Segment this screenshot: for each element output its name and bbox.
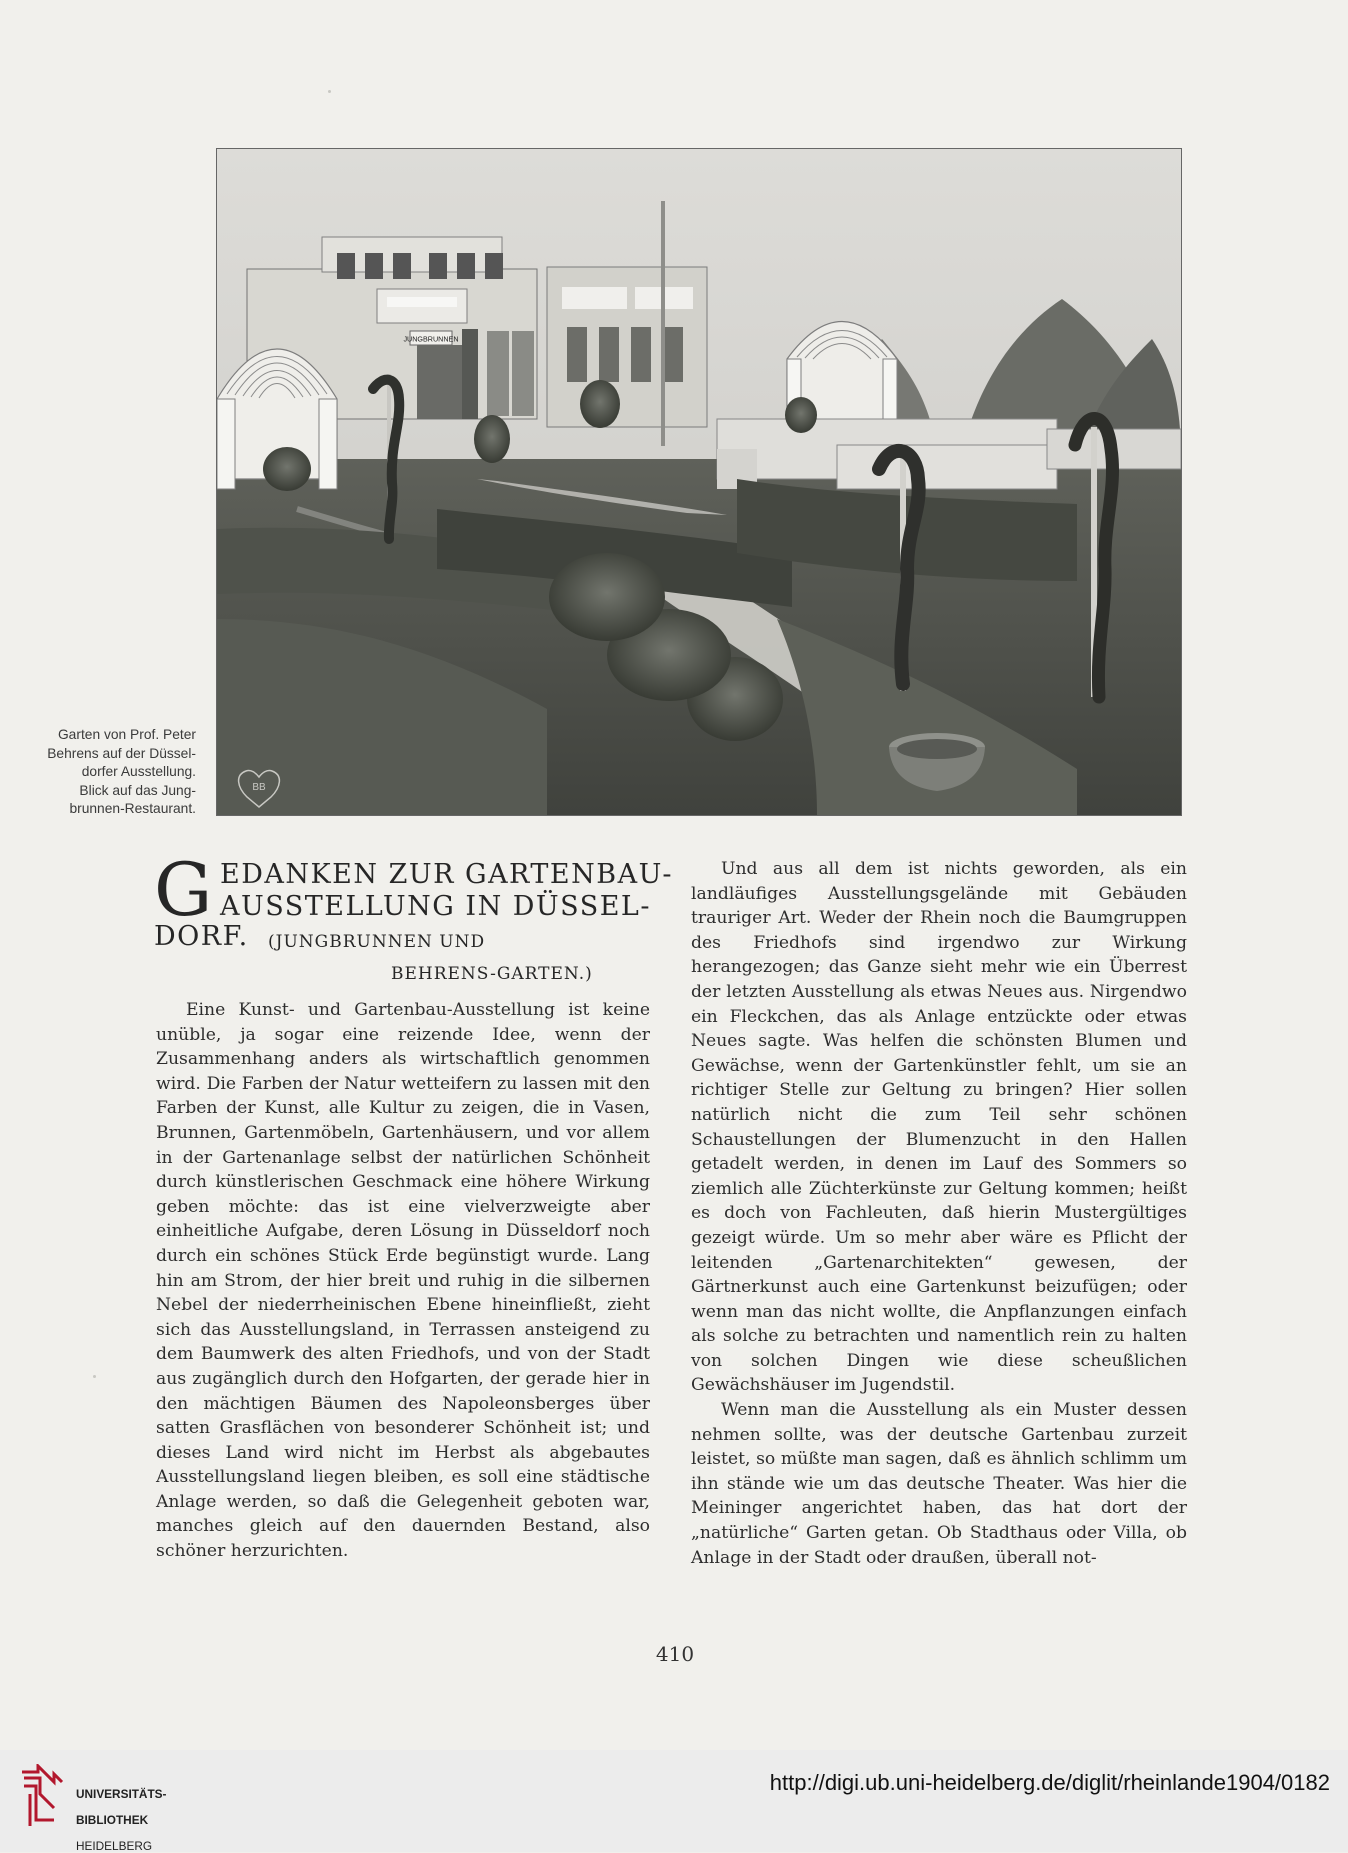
heading-line-1: EDANKEN ZUR GARTENBAU- — [220, 859, 674, 890]
source-link[interactable]: http://digi.ub.uni-heidelberg.de/diglit/rheinlande1904/0182 — [769, 1770, 1330, 1795]
garden-photo — [216, 148, 1182, 816]
footer-bar — [0, 1750, 1348, 1852]
page-number: 410 — [655, 1642, 695, 1666]
photo-caption: Garten von Prof. Peter Behrens auf der Düssel- dorfer Ausstellung. Blick auf das Jung- brunnen-Restaurant. — [47, 727, 196, 817]
heading-subtitle-2: BEHRENS-GARTEN.) — [391, 964, 593, 984]
dropcap-letter: G — [154, 848, 213, 933]
library-line-1: UNIVERSITÄTS- — [76, 1787, 167, 1801]
article-paragraph-right-2: Wenn man die Ausstellung als ein Muster dessen nehmen sollte, was der deutsche Gartenbau zurzeit leistet, so müßte man sagen, daß es ähnlich schlimm um ihn stände wie um das deutsche Theater. Was hier die Meininger angerichtet haben, das hat dort der „natürliche“ Garten getan. Ob Stadthaus oder Villa, ob Anlage in der Stadt oder draußen, überall not- — [691, 1400, 1187, 1568]
article-right-column — [691, 857, 1187, 1570]
library-name — [76, 1775, 166, 1853]
garden-photo-illustration — [217, 149, 1181, 815]
article-paragraph-right-1: Und aus all dem ist nichts geworden, als ein landläufiges Ausstellungsgelände mit Gebäuden trauriger Art. Weder der Rhein noch die Baumgruppen des Friedhofs sind irgendwo zur Wirkung herangezogen; das Ganze sieht mehr wie ein Überrest der letzten Ausstellung als etwas Neues aus. Nirgendwo ein Fleckchen, das als Anlage entzückte oder etwas Neues sagte. Was helfen die schönsten Blumen und Gewächse, wenn der Gartenkünstler fehlt, um sie an richtiger Stelle zur Geltung zu bringen? Hier sollen natürlich nicht die zum Teil sehr schönen Schaustellungen der Blumenzucht in den Hallen getadelt werden, in denen im Lauf des Sommers so ziemlich alle Züchterkünste zur Geltung kommen; heißt es doch von Fachleuten, daß hierin Mustergültiges gezeigt würde. Um so mehr aber wäre es Pflicht der leitenden „Gartenarchitekten“ gewesen, der Gärtnerkunst auch eine Gartenkunst beizufügen; oder wenn man das nicht wollte, die Anpflanzungen einfach als solche zu betrachten und namentlich rein zu halten von solchen Dingen wie diese scheußlichen Gewächshäuser im Jugendstil. — [691, 859, 1187, 1396]
library-line-2: BIBLIOTHEK — [76, 1813, 149, 1827]
heading-subtitle-1: (JUNGBRUNNEN UND — [268, 932, 486, 952]
library-line-3: HEIDELBERG — [76, 1839, 153, 1853]
page-speck — [328, 90, 331, 93]
library-logo-icon — [18, 1764, 66, 1830]
heading-line-3: DORF. — [154, 921, 249, 952]
flag-pole — [661, 201, 665, 446]
page-speck — [93, 1375, 96, 1378]
pavilion-sign-text: JUNGBRUNNEN — [403, 334, 459, 344]
monogram-text: BB — [252, 782, 266, 793]
article-paragraph-left: Eine Kunst- und Gartenbau-Ausstellung ist keine unüble, ja sogar eine reizende Idee, wenn der Zusammenhang anders als wirtschaftlich genommen wird. Die Farben der Natur wetteifern zu lassen mit den Farben der Kunst, alle Kultur zu zeigen, die in Vasen, Brunnen, Gartenmöbeln, Gartenhäusern, und vor allem in der Gartenanlage selbst der natürlichen Schönheit durch künstlerischen Geschmack eine höhere Wirkung geben möchte: das ist eine vielverzweigte aber einheitliche Aufgabe, deren Lösung in Düsseldorf noch durch ein schönes Stück Erde begünstigt wurde. Lang hin am Strom, der hier breit und ruhig in die silbernen Nebel der niederrheinischen Ebene hineinfließt, zieht sich das Ausstellungsland, in Terrassen ansteigend zu dem Baumwerk des alten Friedhofs, und von der Stadt aus zugänglich durch den Hofgarten, der gerade hier in den mächtigen Bäumen des Napoleonsberges über satten Grasflächen von besonderer Schönheit ist; und dieses Land wird nicht im Herbst als abgebautes Ausstellungsland liegen bleiben, es soll eine städtische Anlage werden, so daß die Gelegenheit geboten war, manches gleich auf den dauernden Bestand, also schöner herzurichten. — [156, 1000, 650, 1562]
article-left-column — [156, 998, 650, 1564]
heading-line-2: AUSSTELLUNG IN DÜSSEL- — [220, 891, 651, 922]
